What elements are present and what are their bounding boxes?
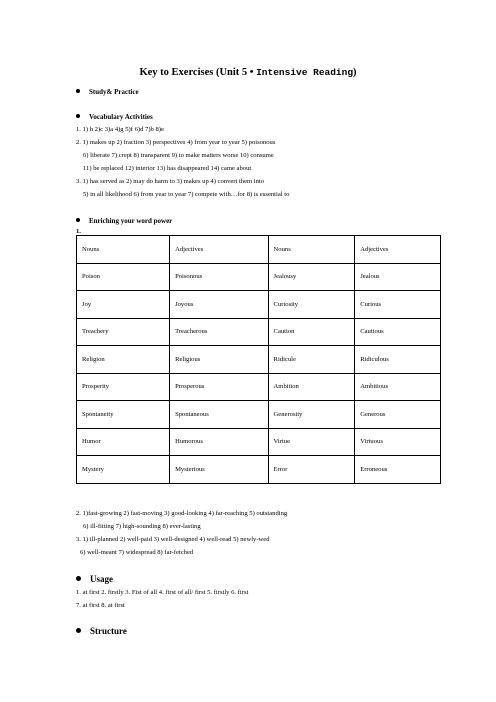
section-enrich-label: Enriching your word power bbox=[89, 217, 173, 225]
vocab-line: 3. 1) has served as 2) may do harm to 3) makes up 4) convert them into bbox=[76, 178, 265, 185]
table-cell: Generous bbox=[355, 401, 441, 429]
table-cell: Religion bbox=[77, 346, 170, 374]
table-cell: Erroneous bbox=[355, 456, 441, 484]
bullet-icon bbox=[76, 114, 80, 118]
word-forms-table bbox=[76, 235, 441, 484]
usage-line: 7. at first 8. at first bbox=[76, 602, 125, 609]
table-cell: Humorous bbox=[170, 428, 268, 456]
table-cell: Ridiculous bbox=[355, 346, 441, 374]
table-row bbox=[77, 373, 441, 401]
table-cell: Treacherous bbox=[170, 318, 268, 346]
table-cell: Poison bbox=[77, 263, 170, 291]
enrich-item-number: 1. bbox=[76, 228, 81, 235]
section-study-label: Study& Practice bbox=[89, 88, 139, 96]
vocab-line: 2. 1) makes up 2) fraction 3) perspectives 4) from year to year 5) poisonous bbox=[76, 139, 276, 146]
table-cell: Virtuous bbox=[355, 428, 441, 456]
table-row bbox=[77, 428, 441, 456]
vocab-line: 6) liberate 7) crept 8) transparent 9) to make matters worse 10) consume bbox=[83, 152, 274, 159]
table-cell: Error bbox=[268, 456, 355, 484]
table-cell: Treachery bbox=[77, 318, 170, 346]
table-cell: Mystery bbox=[77, 456, 170, 484]
title-close: ) bbox=[353, 67, 357, 78]
section-vocab-label: Vocabulary Activities bbox=[89, 113, 153, 121]
section-usage-label: Usage bbox=[90, 574, 113, 584]
table-cell: Ambitious bbox=[355, 373, 441, 401]
bullet-icon bbox=[76, 89, 80, 93]
table-cell: Jealousy bbox=[268, 263, 355, 291]
enrich-line: 6) ill-fitting 7) high-sounding 8) ever-lasting bbox=[83, 523, 201, 530]
table-cell: Prosperity bbox=[77, 373, 170, 401]
bullet-icon bbox=[76, 218, 80, 222]
section-usage bbox=[76, 574, 113, 584]
table-cell: Virtue bbox=[268, 428, 355, 456]
table-cell: Ridicule bbox=[268, 346, 355, 374]
enrich-line: 6) well-meant 7) widespread 8) far-fetched bbox=[80, 549, 194, 556]
table-cell: Curiosity bbox=[268, 291, 355, 319]
table-header-cell: Adjectives bbox=[355, 236, 441, 264]
title-reading: Intensive Reading bbox=[256, 67, 354, 78]
enrich-line: 3. 1) ill-planned 2) well-paid 3) well-designed 4) well-read 5) newly-wed bbox=[76, 536, 270, 543]
table-cell: Cautious bbox=[355, 318, 441, 346]
section-enrich bbox=[76, 217, 172, 225]
table-cell: Humor bbox=[77, 428, 170, 456]
table-cell: Joy bbox=[77, 291, 170, 319]
table-header-cell: Nouns bbox=[268, 236, 355, 264]
table-header-cell: Nouns bbox=[77, 236, 170, 264]
table-cell: Curious bbox=[355, 291, 441, 319]
table-row bbox=[77, 263, 441, 291]
table-header-cell: Adjectives bbox=[170, 236, 268, 264]
table-cell: Religious bbox=[170, 346, 268, 374]
section-structure-label: Structure bbox=[90, 626, 127, 636]
vocab-line: 11) be replaced 12) interior 13) has disappeared 14) came about bbox=[83, 165, 252, 172]
page-title bbox=[0, 67, 496, 78]
usage-line: 1. at first 2. firstly 3. Fist of all 4. first of all/ first 5. firstly 6. first bbox=[76, 589, 249, 596]
table-row bbox=[77, 401, 441, 429]
table-row bbox=[77, 291, 441, 319]
bullet-icon bbox=[76, 628, 81, 633]
section-structure bbox=[76, 626, 127, 636]
bullet-icon bbox=[76, 576, 81, 581]
vocab-line: 1. 1) h 2)c 3)a 4)g 5)f 6)d 7)b 8)e bbox=[76, 126, 164, 133]
table-cell: Poisonous bbox=[170, 263, 268, 291]
table-cell: Mysterious bbox=[170, 456, 268, 484]
table-row bbox=[77, 346, 441, 374]
table-cell: Jealous bbox=[355, 263, 441, 291]
section-study bbox=[76, 88, 139, 96]
table-cell: Spontaneous bbox=[170, 401, 268, 429]
table-cell: Caution bbox=[268, 318, 355, 346]
section-vocab bbox=[76, 113, 153, 121]
table-cell: Prosperous bbox=[170, 373, 268, 401]
table-row bbox=[77, 456, 441, 484]
table-cell: Spontaneity bbox=[77, 401, 170, 429]
table-header-row bbox=[77, 236, 441, 264]
table-cell: Ambition bbox=[268, 373, 355, 401]
title-separator: • bbox=[247, 67, 257, 78]
table-cell: Generosity bbox=[268, 401, 355, 429]
table-row bbox=[77, 318, 441, 346]
vocab-line: 5) in all likelihood 6) from year to year 7) compete with…for 8) is essential to bbox=[83, 191, 290, 198]
title-main: Key to Exercises (Unit 5 bbox=[139, 67, 248, 78]
table-cell: Joyous bbox=[170, 291, 268, 319]
enrich-line: 2. 1)fast-growing 2) fast-moving 3) good-looking 4) far-reaching 5) outstanding bbox=[76, 510, 288, 517]
